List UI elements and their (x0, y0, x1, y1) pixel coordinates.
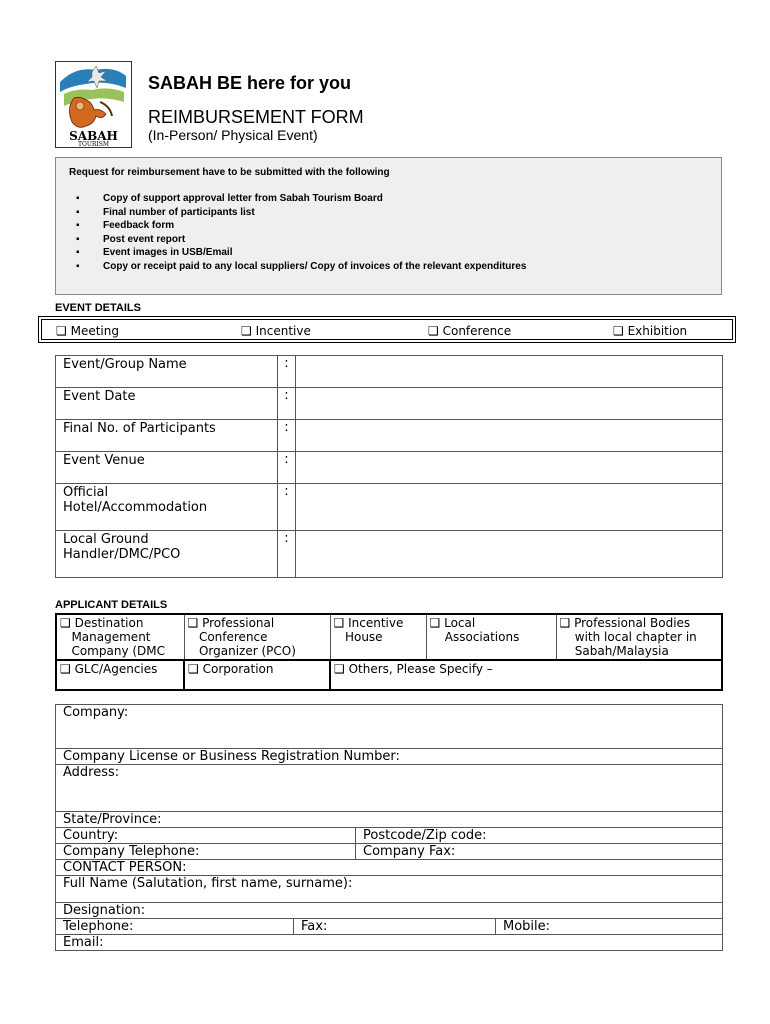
bullet-icon: ▪ (76, 220, 80, 231)
checkbox-icon[interactable]: ❑ (56, 324, 67, 338)
contact-mobile-field[interactable]: Mobile: (496, 919, 723, 935)
hotel-label: Official Hotel/Accommodation (56, 484, 278, 531)
applicant-details-heading: APPLICANT DETAILS (55, 599, 168, 611)
form-title: REIMBURSEMENT FORM (148, 107, 364, 127)
event-name-label: Event/Group Name (56, 356, 278, 388)
ground-handler-input[interactable] (296, 531, 723, 578)
svg-text:SABAH: SABAH (69, 129, 118, 143)
checkbox-icon[interactable]: ❑ (428, 324, 439, 338)
bullet-icon: ▪ (76, 247, 80, 258)
checkbox-icon[interactable]: ❑ (241, 324, 252, 338)
table-row (56, 860, 723, 876)
table-row (56, 765, 723, 812)
checkbox-icon[interactable]: ❑ (334, 662, 345, 676)
event-type-conference[interactable]: ❑ Conference (428, 324, 512, 338)
checkbox-icon[interactable]: ❑ (60, 616, 71, 630)
bullet-icon: ▪ (76, 206, 80, 218)
checkbox-icon[interactable]: ❑ (429, 616, 441, 630)
contact-fax-field[interactable]: Fax: (294, 919, 496, 935)
checkbox-icon[interactable]: ❑ (613, 324, 624, 338)
svg-text:TOURISM: TOURISM (77, 141, 110, 147)
checkbox-icon[interactable]: ❑ (333, 616, 345, 630)
applicant-type-dmc[interactable]: ❑ Destination Management Company (DMC (56, 614, 184, 660)
table-row: Local Ground Handler/DMC/PCO : (56, 531, 723, 578)
applicant-type-pco[interactable]: ❑ Professional Conference Organizer (PCO) (184, 614, 330, 660)
requirements-intro: Request for reimbursement have to be submitted with the following (69, 167, 390, 178)
table-row (56, 935, 723, 951)
checkbox-icon[interactable]: ❑ (187, 616, 199, 630)
contact-person-heading: CONTACT PERSON: (56, 860, 723, 876)
table-row: Event Venue : (56, 452, 723, 484)
event-venue-label: Event Venue (56, 452, 278, 484)
applicant-type-glc[interactable]: ❑ GLC/Agencies (56, 660, 184, 690)
requirements-list (76, 192, 526, 273)
table-row (56, 705, 723, 749)
hotel-input[interactable] (296, 484, 723, 531)
table-row: Final No. of Participants : (56, 420, 723, 452)
contact-telephone-field[interactable]: Telephone: (56, 919, 294, 935)
table-row (56, 844, 723, 860)
applicant-type-others[interactable]: ❑ Others, Please Specify – (330, 660, 722, 690)
applicant-type-table (55, 613, 723, 691)
brand-title: SABAH BE here for you (148, 73, 352, 93)
list-item: ▪ Copy of support approval letter from Sabah Tourism Board (76, 193, 383, 204)
table-row (56, 812, 723, 828)
sabah-tourism-logo (55, 61, 132, 148)
company-details-table (55, 704, 723, 951)
participants-input[interactable] (296, 420, 723, 452)
table-row (56, 660, 722, 690)
company-fax-field[interactable]: Company Fax: (356, 844, 723, 860)
event-type-meeting[interactable]: ❑ Meeting (56, 324, 119, 338)
event-venue-input[interactable] (296, 452, 723, 484)
email-field[interactable]: Email: (56, 935, 723, 951)
list-item: ▪ Event images in USB/Email (76, 247, 233, 258)
checkbox-icon[interactable]: ❑ (559, 616, 571, 630)
event-details-heading: EVENT DETAILS (55, 302, 141, 314)
table-row (56, 876, 723, 903)
bullet-icon: ▪ (76, 193, 80, 204)
license-field[interactable]: Company License or Business Registration Number: (56, 749, 723, 765)
designation-field[interactable]: Designation: (56, 903, 723, 919)
table-row: Official Hotel/Accommodation : (56, 484, 723, 531)
requirements-box (55, 157, 722, 295)
checkbox-icon[interactable]: ❑ (60, 662, 71, 676)
event-name-input[interactable] (296, 356, 723, 388)
checkbox-icon[interactable]: ❑ (188, 662, 199, 676)
table-row (56, 614, 722, 660)
list-item: ▪ Final number of participants list (76, 206, 255, 218)
address-field[interactable]: Address: (56, 765, 723, 812)
table-row (56, 919, 723, 935)
table-row: Event/Group Name : (56, 356, 723, 388)
applicant-type-incentive-house[interactable]: ❑ Incentive House (330, 614, 426, 660)
event-date-label: Event Date (56, 388, 278, 420)
event-details-table (55, 355, 723, 578)
orangutan-logo-icon (56, 62, 131, 147)
bullet-icon: ▪ (76, 260, 80, 272)
event-type-incentive[interactable]: ❑ Incentive (241, 324, 311, 338)
ground-handler-label: Local Ground Handler/DMC/PCO (56, 531, 278, 578)
applicant-type-professional-bodies[interactable]: ❑ Professional Bodies with local chapter in Sabah/Malaysia (556, 614, 722, 660)
applicant-type-local-associations[interactable]: ❑ Local Associations (426, 614, 556, 660)
list-item: ▪ Post event report (76, 233, 186, 245)
state-field[interactable]: State/Province: (56, 812, 723, 828)
list-item: ▪ Feedback form (76, 220, 175, 231)
table-row (56, 749, 723, 765)
company-field[interactable]: Company: (56, 705, 723, 749)
applicant-type-corporation[interactable]: ❑ Corporation (184, 660, 330, 690)
table-row: Event Date : (56, 388, 723, 420)
event-date-input[interactable] (296, 388, 723, 420)
list-item: ▪ Copy or receipt paid to any local suppliers/ Copy of invoices of the relevant expenditures (76, 260, 527, 272)
event-type-exhibition[interactable]: ❑ Exhibition (613, 324, 688, 338)
company-telephone-field[interactable]: Company Telephone: (56, 844, 356, 860)
event-type-bar (38, 316, 736, 343)
country-field[interactable]: Country: (56, 828, 356, 844)
bullet-icon: ▪ (76, 233, 80, 245)
participants-label: Final No. of Participants (56, 420, 278, 452)
form-subtitle: (In-Person/ Physical Event) (148, 127, 318, 143)
table-row (56, 828, 723, 844)
postcode-field[interactable]: Postcode/Zip code: (356, 828, 723, 844)
full-name-field[interactable]: Full Name (Salutation, first name, surname): (56, 876, 723, 903)
table-row (56, 903, 723, 919)
